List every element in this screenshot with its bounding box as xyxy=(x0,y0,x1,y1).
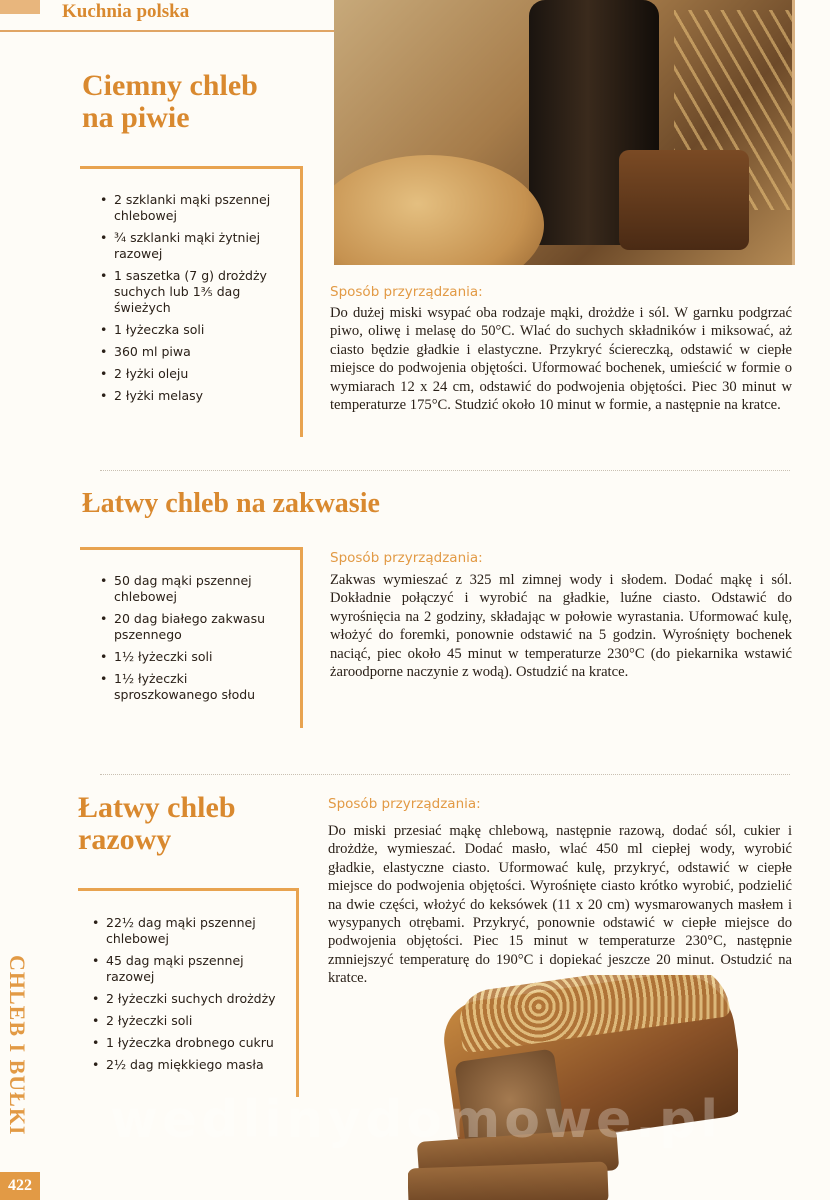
recipe-title-2 xyxy=(82,488,380,520)
bread-slice xyxy=(408,1162,609,1200)
photo-wholemeal-bread xyxy=(408,975,738,1200)
page-number: 422 xyxy=(0,1172,40,1200)
wooden-grinder xyxy=(619,150,749,250)
ingredient-item: • 2 łyżeczki soli xyxy=(92,1013,287,1029)
ingredient-item: • 2 łyżki melasy xyxy=(100,388,285,404)
recipe-title-line: Ciemny chleb xyxy=(82,69,258,102)
recipe-title-line: Łatwy chleb xyxy=(78,791,236,824)
method-text-3: Do miski przesiać mąkę chlebową, następnie razową, dodać sól, cukier i drożdże, wymieszać. Dodać masło, wlać 450 ml ciepłej wody, wyrobić gładkie, elastyczne ciasto. Uformować kulę, przykryć, odstawić w ciepłe miejsce do podwojenia objętości. Wyrośnięte ciasto krótko wyrobić, podzielić na dwie części, włożyć do keksówek (11 x 20 cm) wysmarowanych masłem i wysypanych otrębami. Przykryć, ponownie odstawić w ciepłe miejsce do podwojenia objętości. Piec 15 minut w temperaturze 230°C, następnie zmniejszyć temperaturę do 190°C i dopiekać jeszcze 20 minut. Ostudzić na kratce. xyxy=(328,823,792,987)
recipe-title-line: razowy xyxy=(78,823,172,856)
ingredients-list-1 xyxy=(100,192,285,410)
ingredient-item: • 1 saszetka (7 g) drożdży suchych lub 1⅗ dag świeżych xyxy=(100,268,285,316)
ingredient-item: • 20 dag białego zakwasu pszennego xyxy=(100,611,285,643)
ingredient-item: • 1½ łyżeczki sproszkowanego słodu xyxy=(100,671,285,703)
method-label-3: Sposób przyrządzania: xyxy=(328,796,481,812)
section-divider xyxy=(100,470,790,471)
watermark: wedlinydomowe.pl xyxy=(110,1090,723,1150)
ingredient-item: • 360 ml piwa xyxy=(100,344,285,360)
ingredient-item: • 45 dag mąki pszennej razowej xyxy=(92,953,287,985)
ingredient-item: • 2 łyżki oleju xyxy=(100,366,285,382)
chapter-side-label: CHLEB I BUŁKI xyxy=(5,955,30,1136)
ingredient-item: • 1 łyżeczka drobnego cukru xyxy=(92,1035,287,1051)
method-text-2: Zakwas wymieszać z 325 ml zimnej wody i słodem. Dodać mąkę i sól. Dokładnie połączyć i wyrobić na gładkie, luźne ciasto. Odstawić do wyrośnięcia na 2 godziny, składając w połowie wyrastania. Uformować kulę, włożyć do foremki, ponownie odstawić na 5 godzin. Wyrośnięty bochenek naciąć, piec około 45 minut w temperaturze 230°C (do piekarnika wstawić żaroodporne naczynie z wodą). Ostudzić na kratce. xyxy=(330,572,792,681)
ingredient-item: • 22½ dag mąki pszennej chlebowej xyxy=(92,915,287,947)
section-title: Kuchnia polska xyxy=(62,1,190,22)
ingredient-item: • 1½ łyżeczki soli xyxy=(100,649,285,665)
header-rule xyxy=(0,30,335,32)
recipe-title-3 xyxy=(78,792,236,856)
recipe-title-1 xyxy=(82,70,258,134)
ingredient-item: • 2 szklanki mąki pszennej chlebowej xyxy=(100,192,285,224)
recipe-title-line: na piwie xyxy=(82,101,190,134)
ingredient-item: • 50 dag mąki pszennej chlebowej xyxy=(100,573,285,605)
ingredient-item: • 2½ dag miękkiego masła xyxy=(92,1057,287,1073)
method-text-1: Do dużej miski wsypać oba rodzaje mąki, drożdże i sól. W garnku podgrzać piwo, oliwę i melasę do 50°C. Wlać do suchych składników i miksować, aż ciasto będzie gładkie i elastyczne. Przykryć ściereczką, odstawić w ciepłe miejsce do podwojenia objętości. Uformować bochenek, umieścić w formie o wymiarach 12 x 24 cm, odstawić do podwojenia objętości. Piec 30 minut w temperaturze 175°C. Studzić około 10 minut w formie, a następnie na kratce. xyxy=(330,305,792,414)
ingredient-item: • ¾ szklanki mąki żytniej razowej xyxy=(100,230,285,262)
method-label-1: Sposób przyrządzania: xyxy=(330,284,483,300)
ingredients-list-3 xyxy=(92,915,287,1079)
section-divider xyxy=(100,774,790,775)
recipe-title-line: Łatwy chleb na zakwasie xyxy=(82,488,380,519)
ingredients-list-2 xyxy=(100,573,285,709)
running-header xyxy=(0,0,335,30)
photo-border xyxy=(792,0,795,265)
bread-loaf xyxy=(334,155,544,265)
ingredient-item: • 1 łyżeczka soli xyxy=(100,322,285,338)
ingredient-item: • 2 łyżeczki suchych drożdży xyxy=(92,991,287,1007)
method-label-2: Sposób przyrządzania: xyxy=(330,550,483,566)
photo-dark-beer-bread xyxy=(334,0,792,265)
